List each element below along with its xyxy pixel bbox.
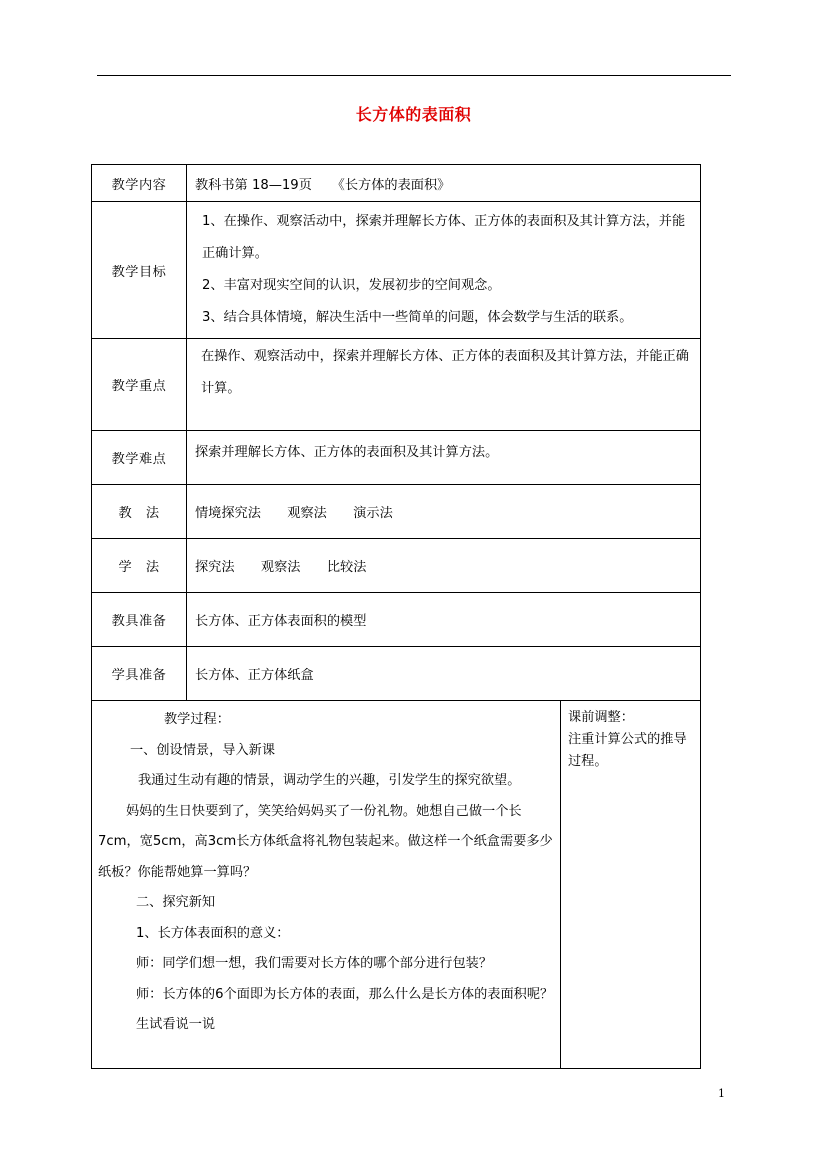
lesson-plan-table — [91, 164, 701, 1069]
goal-item: 2、丰富对现实空间的认识，发展初步的空间观念。 — [202, 278, 501, 293]
value-goals — [187, 202, 701, 339]
row-teach-method — [92, 485, 701, 539]
process-paragraph: 师：长方体的6个面即为长方体的表面，那么什么是长方体的表面积呢？ — [136, 986, 554, 1002]
adjustment-note: 注重计算公式的推导过程。 — [568, 732, 687, 769]
label-focus: 教学重点 — [92, 339, 187, 431]
process-paragraph: 1、长方体表面积的意义： — [136, 925, 290, 941]
value-teach-method: 情境探究法 观察法 演示法 — [187, 485, 701, 539]
row-student-tools — [92, 647, 701, 701]
value-content: 教科书第 18—19页 《长方体的表面积》 — [187, 165, 701, 202]
row-focus — [92, 339, 701, 431]
adjustment-title: 课前调整： — [568, 710, 634, 725]
row-learn-method — [92, 539, 701, 593]
label-content: 教学内容 — [92, 165, 187, 202]
label-learn-method: 学 法 — [92, 539, 187, 593]
label-teacher-tools: 教具准备 — [92, 593, 187, 647]
row-teacher-tools — [92, 593, 701, 647]
row-difficulty — [92, 431, 701, 485]
process-section-title: 一、创设情景，导入新课 — [130, 742, 276, 758]
process-heading: 教学过程： — [164, 712, 230, 727]
goal-item: 1、在操作、观察活动中，探索并理解长方体、正方体的表面积及其计算方法，并能正确计算。 — [202, 214, 686, 261]
value-difficulty: 探索并理解长方体、正方体的表面积及其计算方法。 — [187, 431, 701, 485]
pre-class-adjustment — [561, 701, 701, 1069]
value-focus — [187, 339, 701, 431]
row-content — [92, 165, 701, 202]
process-paragraph: 师：同学们想一想，我们需要对长方体的哪个部分进行包装？ — [136, 956, 493, 971]
process-paragraph: 妈妈的生日快要到了，笑笑给妈妈买了一份礼物。她想自己做一个长7cm，宽5cm，高3cm长方体纸盒将礼物包装起来。做这样一个纸盒需要多少纸板？你能帮她算一算吗？ — [98, 803, 553, 880]
page-number: 1 — [718, 1087, 725, 1100]
header-rule — [97, 75, 731, 76]
process-paragraph: 生试看说一说 — [136, 1017, 216, 1032]
page-title: 长方体的表面积 — [355, 105, 472, 124]
label-difficulty: 教学难点 — [92, 431, 187, 485]
value-teacher-tools: 长方体、正方体表面积的模型 — [187, 593, 701, 647]
goal-item: 3、结合具体情境，解决生活中一些简单的问题，体会数学与生活的联系。 — [202, 310, 633, 325]
label-goals: 教学目标 — [92, 202, 187, 339]
process-paragraph: 我通过生动有趣的情景，调动学生的兴趣，引发学生的探究欲望。 — [138, 773, 521, 788]
row-process — [92, 701, 701, 1069]
label-student-tools: 学具准备 — [92, 647, 187, 701]
teaching-process — [92, 701, 561, 1069]
value-student-tools: 长方体、正方体纸盒 — [187, 647, 701, 701]
value-learn-method: 探究法 观察法 比较法 — [187, 539, 701, 593]
process-section-title: 二、探究新知 — [136, 895, 216, 910]
row-goals — [92, 202, 701, 339]
label-teach-method: 教 法 — [92, 485, 187, 539]
focus-text: 在操作、观察活动中，探索并理解长方体、正方体的表面积及其计算方法，并能正确计算。 — [201, 349, 689, 396]
